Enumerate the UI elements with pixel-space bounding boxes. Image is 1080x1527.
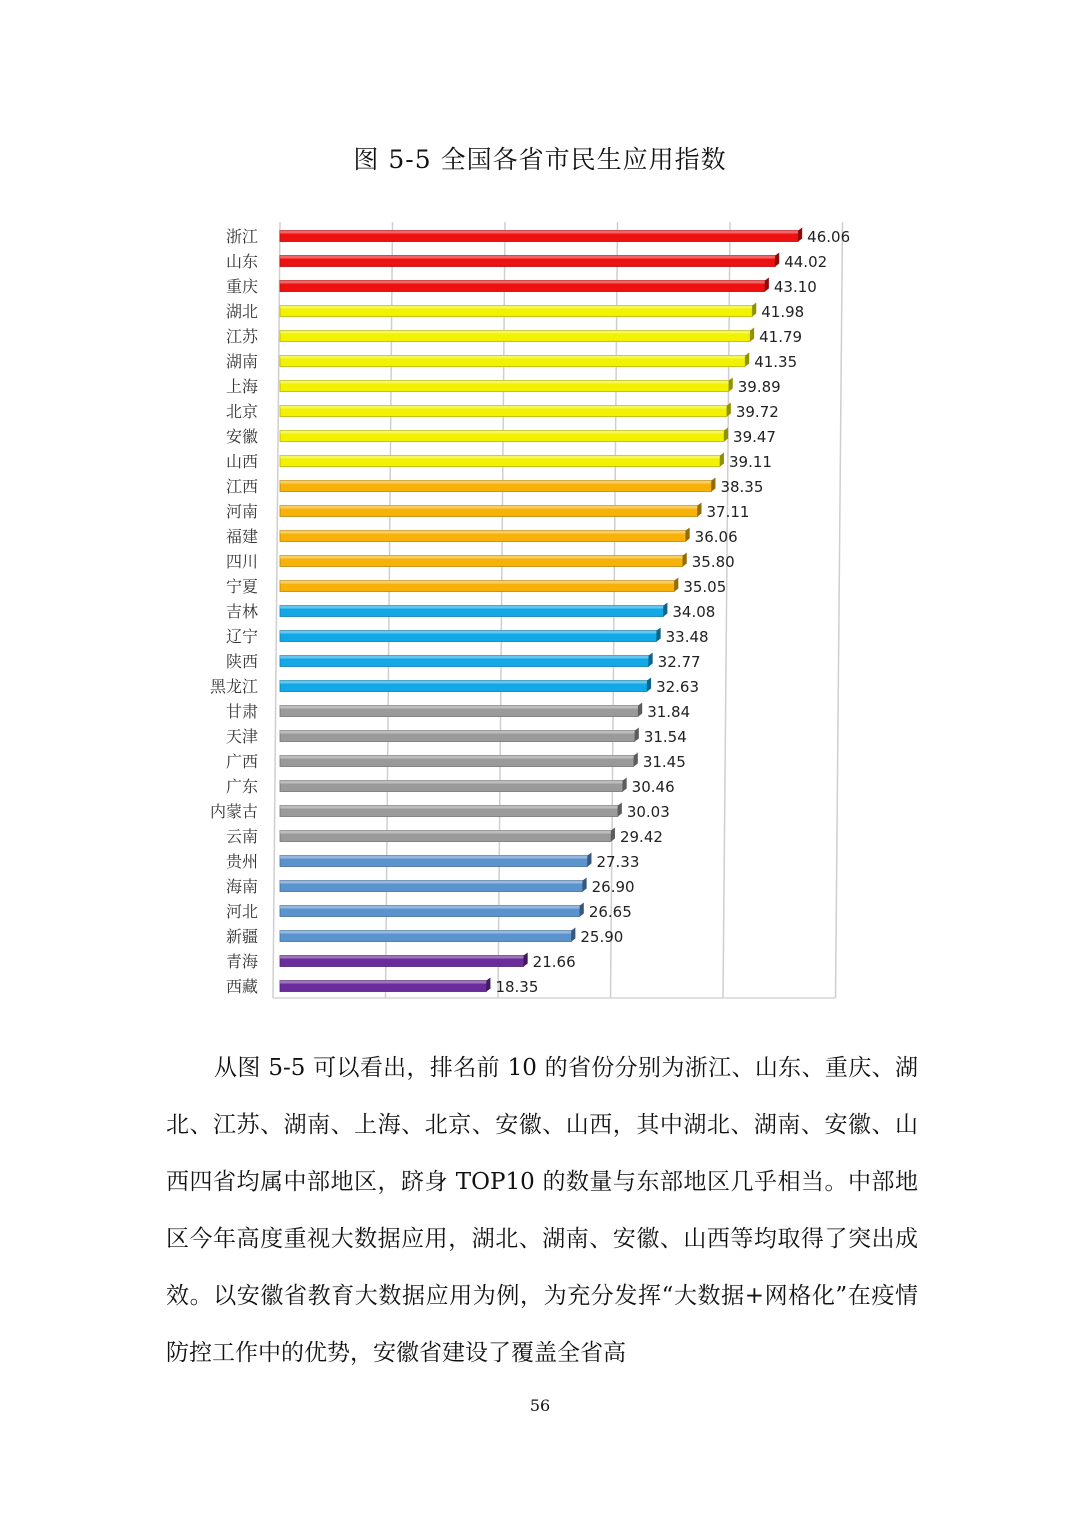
value-label: 18.35 [495, 978, 539, 996]
page-number: 56 [529, 1396, 551, 1415]
bar-end-cap [727, 403, 731, 417]
bar-end-cap [638, 703, 642, 717]
value-label: 32.77 [657, 653, 701, 671]
figure-title: 图 5-5 全国各省市民生应用指数 [353, 145, 727, 174]
category-label: 海南 [225, 877, 258, 896]
value-label: 37.11 [706, 503, 750, 521]
category-label: 青海 [225, 952, 258, 971]
category-label: 陕西 [225, 652, 258, 671]
bar-end-cap [571, 928, 575, 942]
bar-end-cap [583, 878, 587, 892]
value-label: 35.80 [691, 553, 735, 571]
bar-highlight [280, 556, 683, 559]
value-label: 39.89 [737, 378, 781, 396]
category-label: 云南 [225, 827, 258, 846]
gridline-0 [273, 222, 280, 998]
category-label: 江西 [225, 477, 258, 496]
value-label: 30.46 [631, 778, 675, 796]
bar-highlight [280, 581, 674, 584]
bar-end-cap [634, 753, 638, 767]
bar-end-cap [623, 778, 627, 792]
category-label: 浙江 [225, 227, 258, 246]
category-label: 福建 [225, 527, 258, 546]
bar-end-cap [750, 328, 754, 342]
body-paragraph: 从图 5-5 可以看出，排名前 10 的省份分别为浙江、山东、重庆、湖北、江苏、湖南、上海、北京、安徽、山西，其中湖北、湖南、安徽、山西四省均属中部地区，跻身 TOP10 的数量与东部地区几乎相当。中部地区今年高度重视大数据应用，湖北、湖南、安徽、山西等均取得了突出成效。以安徽省教育大数据应用为例，为充分发挥“大数据+网格化”在疫情防控工作中的优势，安徽省建设了覆盖全省高 [166, 1055, 918, 1366]
bar-highlight [280, 606, 663, 609]
bar-highlight [280, 481, 711, 484]
bar-highlight [280, 981, 486, 984]
bar-end-cap [745, 353, 749, 367]
bar-highlight [280, 831, 611, 834]
bar-highlight [280, 231, 798, 234]
bar-end-cap [798, 228, 802, 242]
category-label: 贵州 [225, 852, 258, 871]
category-label: 宁夏 [225, 577, 258, 596]
bar-highlight [280, 956, 524, 959]
bar-highlight [280, 756, 634, 759]
bar-end-cap [697, 503, 701, 517]
bar-end-cap [580, 903, 584, 917]
bar-end-cap [524, 953, 528, 967]
value-label: 39.47 [733, 428, 776, 446]
bar-highlight [280, 381, 729, 384]
bar-end-cap [720, 453, 724, 467]
bar-end-cap [486, 978, 490, 992]
category-label: 安徽 [225, 427, 258, 446]
category-label: 山西 [225, 452, 258, 471]
bar-highlight [280, 706, 638, 709]
bar-end-cap [635, 728, 639, 742]
value-label: 21.66 [532, 953, 576, 971]
value-label: 31.84 [647, 703, 691, 721]
category-label: 黑龙江 [209, 677, 258, 696]
bar-highlight [280, 731, 635, 734]
bar-end-cap [587, 853, 591, 867]
value-label: 39.72 [735, 403, 779, 421]
category-label: 内蒙古 [209, 802, 258, 821]
gridline-50 [836, 222, 843, 998]
bar-end-cap [765, 278, 769, 292]
bar-highlight [280, 456, 720, 459]
bar-end-cap [674, 578, 678, 592]
bar-highlight [280, 631, 657, 634]
bar-end-cap [775, 253, 779, 267]
value-label: 41.98 [761, 303, 805, 321]
category-label: 重庆 [225, 277, 258, 296]
bar-highlight [280, 806, 618, 809]
value-label: 33.48 [665, 628, 709, 646]
category-label: 天津 [225, 727, 258, 746]
value-label: 41.35 [754, 353, 798, 371]
bar-highlight [280, 656, 649, 659]
value-label: 31.45 [642, 753, 686, 771]
bar-end-cap [649, 653, 653, 667]
value-label: 30.03 [626, 803, 670, 821]
value-label: 44.02 [784, 253, 828, 271]
bar-end-cap [729, 378, 733, 392]
bar-end-cap [711, 478, 715, 492]
category-label: 江苏 [225, 327, 258, 346]
value-label: 39.11 [728, 453, 772, 471]
value-label: 36.06 [694, 528, 738, 546]
bar-highlight [280, 306, 752, 309]
value-label: 29.42 [619, 828, 663, 846]
bar-highlight [280, 906, 580, 909]
bar-end-cap [618, 803, 622, 817]
category-label: 湖南 [225, 352, 258, 371]
value-label: 32.63 [656, 678, 700, 696]
value-label: 41.79 [759, 328, 803, 346]
category-label: 辽宁 [225, 627, 258, 646]
bar-highlight [280, 531, 686, 534]
category-label: 河南 [225, 502, 258, 521]
bar-highlight [280, 256, 775, 259]
category-label: 西藏 [225, 977, 258, 996]
category-label: 吉林 [225, 602, 258, 621]
value-label: 31.54 [643, 728, 687, 746]
value-label: 25.90 [580, 928, 624, 946]
category-label: 河北 [225, 902, 258, 921]
bar-highlight [280, 331, 750, 334]
bar-highlight [280, 681, 647, 684]
category-label: 北京 [225, 402, 258, 421]
category-label: 甘肃 [225, 702, 258, 721]
bar-end-cap [657, 628, 661, 642]
value-label: 43.10 [773, 278, 817, 296]
bar-highlight [280, 931, 571, 934]
bar-end-cap [663, 603, 667, 617]
bar-end-cap [686, 528, 690, 542]
category-label: 上海 [225, 377, 258, 396]
category-label: 四川 [225, 552, 258, 571]
bar-highlight [280, 881, 583, 884]
value-label: 34.08 [672, 603, 716, 621]
category-label: 广西 [225, 752, 258, 771]
category-label: 山东 [225, 252, 258, 271]
bar-end-cap [683, 553, 687, 567]
bar-highlight [280, 406, 727, 409]
bar-highlight [280, 781, 623, 784]
bar-highlight [280, 356, 745, 359]
value-label: 26.65 [588, 903, 632, 921]
bar-end-cap [647, 678, 651, 692]
bar-highlight [280, 281, 765, 284]
value-label: 26.90 [591, 878, 635, 896]
bar-highlight [280, 506, 697, 509]
bar-end-cap [752, 303, 756, 317]
bar-highlight [280, 431, 724, 434]
value-label: 38.35 [720, 478, 764, 496]
category-label: 湖北 [225, 302, 258, 321]
category-label: 新疆 [225, 927, 258, 946]
bar-highlight [280, 856, 587, 859]
value-label: 46.06 [807, 228, 851, 246]
value-label: 27.33 [596, 853, 640, 871]
category-label: 广东 [225, 777, 258, 796]
value-label: 35.05 [683, 578, 727, 596]
